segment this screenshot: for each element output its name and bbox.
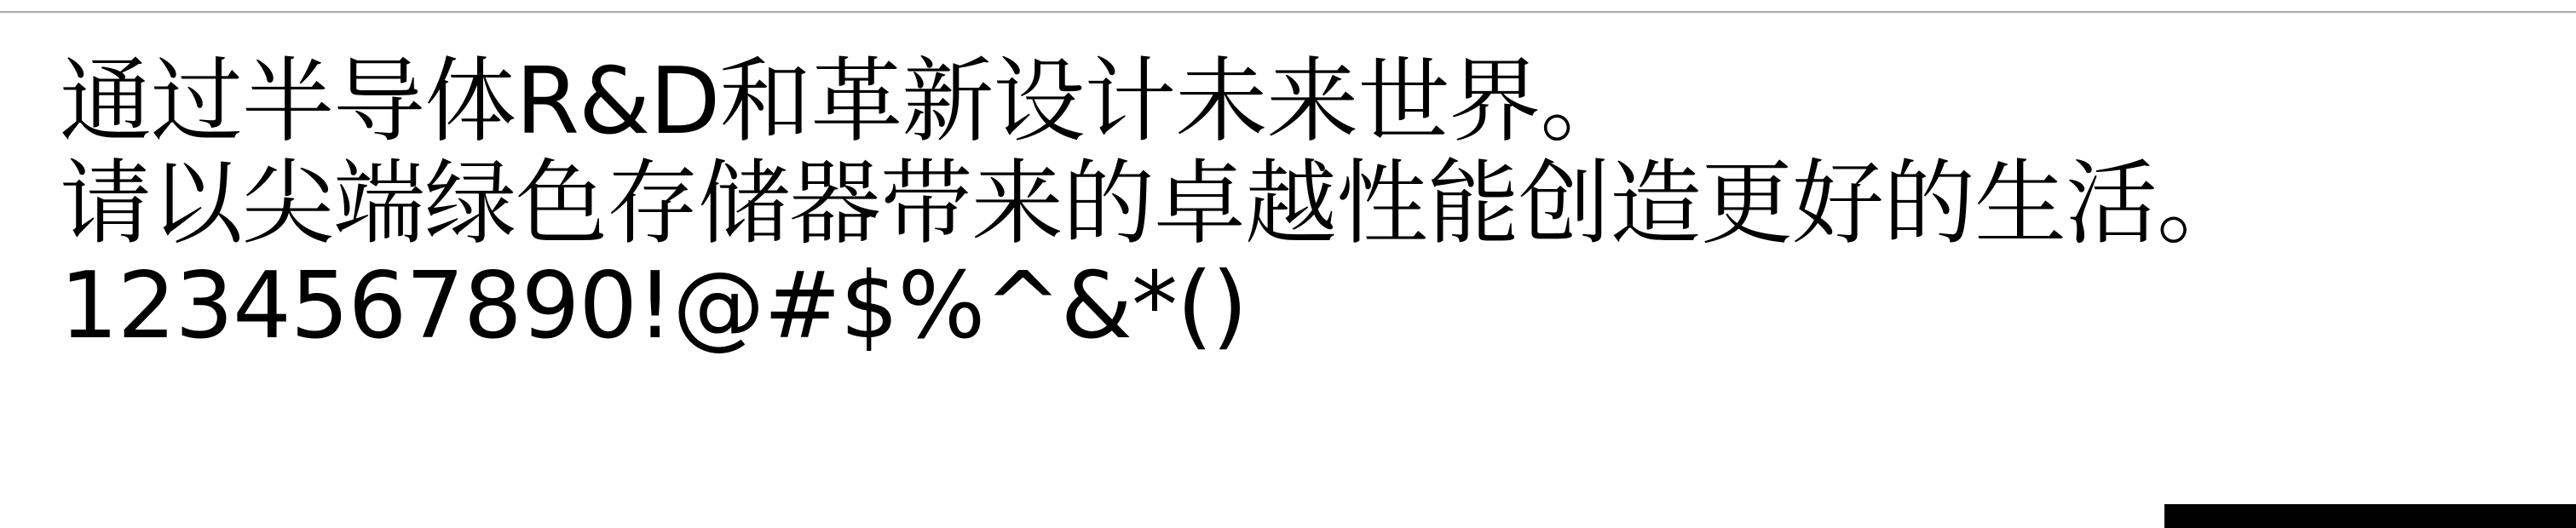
top-divider <box>0 11 2576 13</box>
sample-line-1: 通过半导体R&D和革新设计未来世界。 <box>60 49 1632 155</box>
font-preview-sample <box>60 51 2531 358</box>
sample-line-3: 1234567890!@#$%^&*() <box>60 253 1248 359</box>
bottom-right-bar <box>2164 504 2576 528</box>
sample-line-2: 请以尖端绿色存储器带来的卓越性能创造更好的生活。 <box>60 151 2249 257</box>
